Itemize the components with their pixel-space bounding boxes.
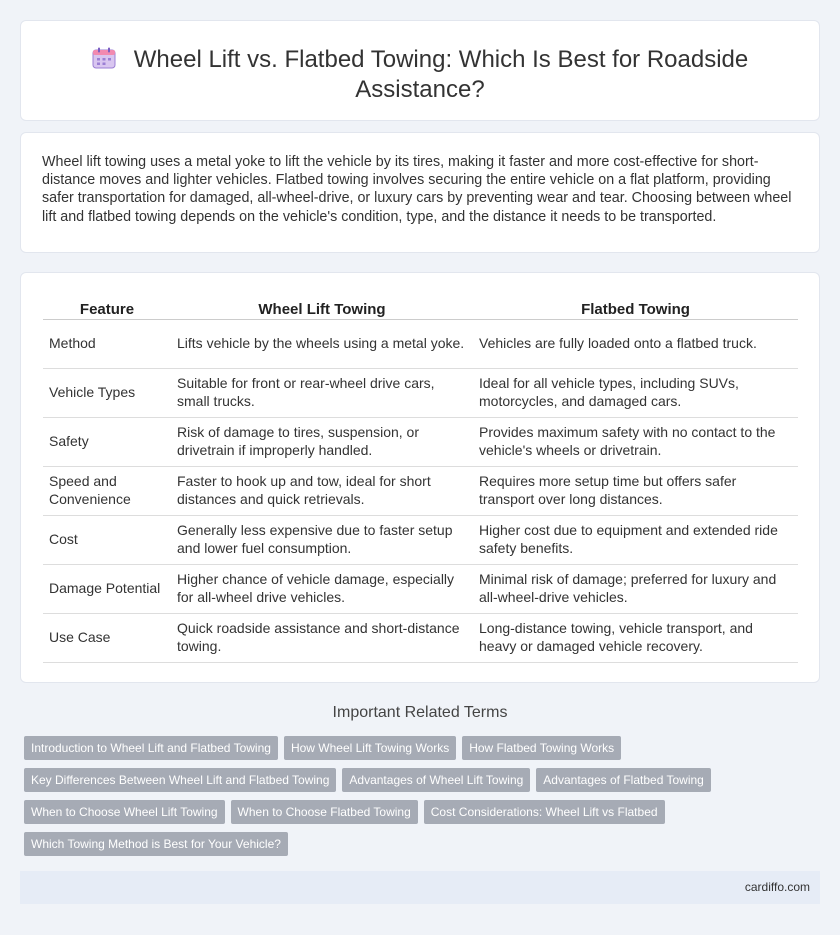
table-row — [43, 613, 798, 662]
page-title: Wheel Lift vs. Flatbed Towing: Which Is Best for Roadside Assistance? — [133, 46, 749, 103]
cell-feature: Safety — [43, 417, 171, 466]
cell-wheel-lift: Suitable for front or rear-wheel drive cars, small trucks. — [171, 368, 473, 417]
related-term-tag[interactable]: When to Choose Flatbed Towing — [231, 800, 418, 824]
header-wheel-lift: Wheel Lift Towing — [171, 297, 473, 319]
cell-flatbed: Requires more setup time but offers safer transport over long distances. — [473, 466, 798, 515]
related-terms-title: Important Related Terms — [332, 704, 508, 721]
related-term-tag[interactable]: Cost Considerations: Wheel Lift vs Flatbed — [424, 800, 665, 824]
related-term-tag[interactable]: Advantages of Wheel Lift Towing — [342, 768, 530, 792]
cell-wheel-lift: Lifts vehicle by the wheels using a metal yoke. — [171, 319, 473, 368]
footer-site: cardiffo.com — [744, 880, 810, 894]
comparison-card — [20, 272, 820, 683]
tag-row — [24, 832, 724, 864]
cell-wheel-lift: Quick roadside assistance and short-distance towing. — [171, 613, 473, 662]
cell-wheel-lift: Risk of damage to tires, suspension, or drivetrain if improperly handled. — [171, 417, 473, 466]
header-flatbed: Flatbed Towing — [473, 297, 798, 319]
intro-card — [20, 132, 820, 253]
table-row — [43, 319, 798, 368]
cell-feature: Method — [43, 319, 171, 368]
related-term-tag[interactable]: How Wheel Lift Towing Works — [284, 736, 456, 760]
cell-feature: Use Case — [43, 613, 171, 662]
cell-feature: Vehicle Types — [43, 368, 171, 417]
title-card — [20, 20, 820, 121]
cell-flatbed: Vehicles are fully loaded onto a flatbed truck. — [473, 319, 798, 368]
related-term-tag[interactable]: Which Towing Method is Best for Your Vehicle? — [24, 832, 288, 856]
table-row — [43, 417, 798, 466]
cell-feature: Speed and Convenience — [43, 466, 171, 515]
table-row — [43, 515, 798, 564]
intro-paragraph: Wheel lift towing uses a metal yoke to lift the vehicle by its tires, making it faster and more cost-effective for short-distance moves and lighter vehicles. Flatbed towing involves securing the entire vehicle on a flat platform, providing safer transportation for damaged, all-wheel-drive, or luxury cars by preventing wear and tear. Choosing between wheel lift and flatbed towing depends on the vehicle's condition, type, and the distance it needs to be transported. — [42, 154, 792, 225]
cell-feature: Cost — [43, 515, 171, 564]
tag-row — [24, 736, 724, 768]
cell-flatbed: Long-distance towing, vehicle transport, and heavy or damaged vehicle recovery. — [473, 613, 798, 662]
cell-wheel-lift: Higher chance of vehicle damage, especially for all-wheel drive vehicles. — [171, 564, 473, 613]
related-term-tag[interactable]: How Flatbed Towing Works — [462, 736, 621, 760]
footer — [20, 871, 820, 904]
table-row — [43, 466, 798, 515]
calendar-icon — [92, 47, 116, 69]
cell-wheel-lift: Generally less expensive due to faster setup and lower fuel consumption. — [171, 515, 473, 564]
comparison-table — [43, 297, 798, 663]
table-row — [43, 564, 798, 613]
related-term-tag[interactable]: Key Differences Between Wheel Lift and Flatbed Towing — [24, 768, 336, 792]
related-term-tag[interactable]: Introduction to Wheel Lift and Flatbed Towing — [24, 736, 278, 760]
header-feature: Feature — [43, 297, 171, 319]
related-term-tag[interactable]: Advantages of Flatbed Towing — [536, 768, 711, 792]
related-term-tag[interactable]: When to Choose Wheel Lift Towing — [24, 800, 225, 824]
cell-flatbed: Provides maximum safety with no contact to the vehicle's wheels or drivetrain. — [473, 417, 798, 466]
title-wrap — [81, 45, 759, 105]
cell-feature: Damage Potential — [43, 564, 171, 613]
cell-flatbed: Ideal for all vehicle types, including SUVs, motorcycles, and damaged cars. — [473, 368, 798, 417]
tag-row — [24, 800, 724, 832]
table-header-row — [43, 297, 798, 319]
cell-flatbed: Minimal risk of damage; preferred for luxury and all-wheel-drive vehicles. — [473, 564, 798, 613]
related-terms-list — [24, 736, 724, 864]
cell-flatbed: Higher cost due to equipment and extended ride safety benefits. — [473, 515, 798, 564]
table-row — [43, 368, 798, 417]
tag-row — [24, 768, 724, 800]
cell-wheel-lift: Faster to hook up and tow, ideal for short distances and quick retrievals. — [171, 466, 473, 515]
